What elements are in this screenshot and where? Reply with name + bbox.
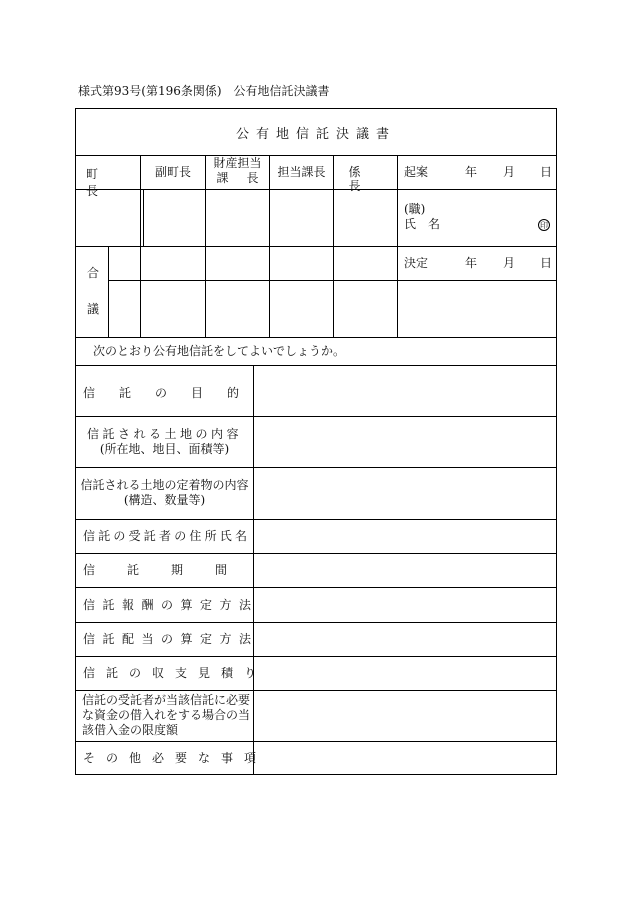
- row-land-sublabel: (所在地、地目、面積等): [99, 442, 230, 456]
- title-divider: [76, 155, 556, 156]
- row-fixture-label: 信託される土地の定着物の内容: [80, 478, 249, 492]
- form-title: 公有地信託決議書: [235, 127, 396, 142]
- col-line-5: [397, 155, 398, 337]
- gogi-label-1: 合: [87, 266, 100, 280]
- kettei-label: 決定: [404, 256, 429, 270]
- seal-mark: 印: [540, 221, 548, 230]
- consult-divider: [108, 280, 556, 281]
- header-zaisan-line1: 財産担当: [213, 156, 262, 170]
- shoku-label: (職): [404, 202, 426, 216]
- kettei-day: 日: [540, 256, 553, 270]
- col-line-1c: [140, 246, 141, 337]
- header-zaisan: [206, 156, 277, 186]
- row-land-label: 信託される土地の内容: [86, 427, 242, 441]
- resolution-form: [75, 108, 557, 775]
- row-fixture: [76, 478, 253, 508]
- header-zaisan-line2: 課長: [216, 171, 277, 185]
- header-tanto: 担当課長: [277, 165, 326, 179]
- row-divider-2: [76, 467, 556, 468]
- approval-bottom: [76, 337, 556, 338]
- row-land: [76, 427, 253, 457]
- kian-month: 月: [503, 165, 516, 179]
- row-divider-3: [76, 519, 556, 520]
- row-divider-5: [76, 587, 556, 588]
- row-dividend: 信託配当の算定方法: [83, 632, 259, 646]
- form-caption: 様式第93号(第196条関係) 公有地信託決議書: [78, 84, 330, 98]
- row-loan-line3: 該借入金の限度額: [82, 723, 179, 737]
- row-fixture-sublabel: (構造、数量等): [123, 493, 206, 507]
- row-loan-line2: な資金の借入れをする場合の当: [82, 708, 251, 722]
- row-loan: [82, 693, 250, 738]
- row-other: その他必要な事項: [83, 751, 268, 765]
- kian-day: 日: [540, 165, 553, 179]
- row-period: 信託期間: [83, 563, 260, 577]
- statement-text: 次のとおり公有地信託をしてよいでしょうか。: [93, 344, 346, 358]
- gogi-label-2: 議: [87, 302, 100, 316]
- header-kakari: 係長: [348, 165, 383, 193]
- row-fee: 信託報酬の算定方法: [83, 598, 259, 612]
- header-fukucho: 副町長: [154, 165, 191, 179]
- row-purpose-label: 信託の目的: [83, 386, 264, 400]
- header-cho: [86, 165, 132, 199]
- kian-label: 起案: [404, 165, 429, 179]
- row-trustee: 信託の受託者の住所氏名: [83, 529, 251, 543]
- row-divider-6: [76, 622, 556, 623]
- row-divider-9: [76, 741, 556, 742]
- row-loan-line1: 信託の受託者が当該信託に必要: [82, 693, 251, 707]
- row-divider-4: [76, 553, 556, 554]
- row-budget: 信託の収支見積り: [83, 666, 268, 680]
- kettei-year: 年: [465, 256, 478, 270]
- row-purpose: [83, 384, 264, 401]
- row-divider-8: [76, 690, 556, 691]
- shimei-label: 氏 名: [404, 217, 441, 231]
- statement-divider: [76, 365, 556, 366]
- row-divider-7: [76, 656, 556, 657]
- sign-divider: [76, 246, 556, 247]
- header-cho-text: 町長: [86, 167, 125, 198]
- consult-col-line: [108, 246, 109, 337]
- kian-year: 年: [465, 165, 478, 179]
- kettei-month: 月: [503, 256, 516, 270]
- row-divider-1: [76, 416, 556, 417]
